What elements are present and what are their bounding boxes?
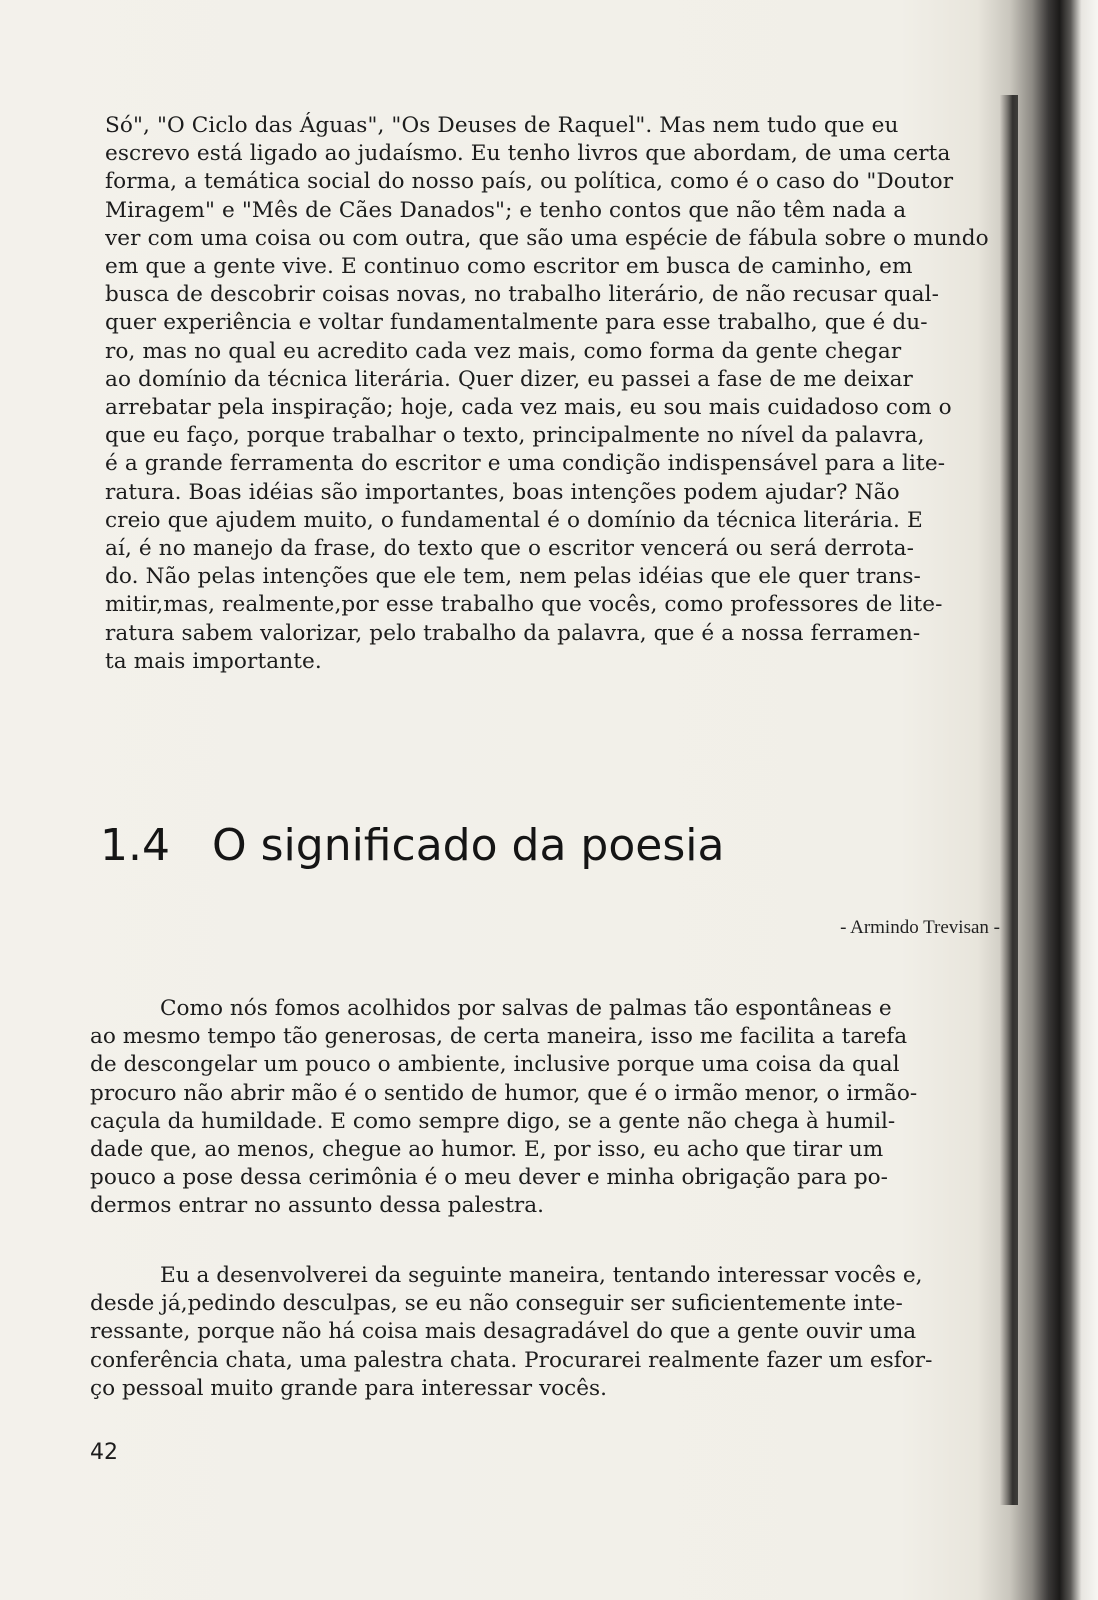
text-line: ao domínio da técnica literária. Quer dizer, eu passei a fase de me deixar <box>105 366 913 392</box>
text-line: quer experiência e voltar fundamentalmente para esse trabalho, que é du- <box>105 310 928 336</box>
text-line: Só", "O Ciclo das Águas", "Os Deuses de Raquel". Mas nem tudo que eu <box>105 113 899 138</box>
text-line: desde já,pedindo desculpas, se eu não conseguir ser suficientemente inte- <box>90 1291 903 1317</box>
text-line: do. Não pelas intenções que ele tem, nem pelas idéias que ele quer trans- <box>105 564 921 590</box>
text-line: que eu faço, porque trabalhar o texto, principalmente no nível da palavra, <box>105 423 925 449</box>
top-paragraph <box>105 112 1010 676</box>
section-number: 1.4 <box>100 820 170 871</box>
text-line: ratura sabem valorizar, pelo trabalho da palavra, que é a nossa ferramen- <box>105 620 921 646</box>
text-line: de descongelar um pouco o ambiente, inclusive porque uma coisa da qual <box>90 1052 900 1078</box>
paragraph-three <box>90 1262 1010 1403</box>
paragraph-two <box>90 995 1010 1221</box>
text-line: caçula da humildade. E como sempre digo, se a gente não chega à humil- <box>90 1108 896 1134</box>
text-line: ao mesmo tempo tão generosas, de certa maneira, isso me facilita a tarefa <box>90 1024 908 1050</box>
text-line: é a grande ferramenta do escritor e uma condição indispensável para a lite- <box>105 451 946 477</box>
text-line: mitir,mas, realmente,por esse trabalho que vocês, como professores de lite- <box>105 592 943 618</box>
text-line: ta mais importante. <box>105 648 322 674</box>
text-line: forma, a temática social do nosso país, ou política, como é o caso do "Doutor <box>105 169 954 195</box>
text-line: creio que ajudem muito, o fundamental é o domínio da técnica literária. E <box>105 507 923 533</box>
text-line: Eu a desenvolverei da seguinte maneira, tentando interessar vocês e, <box>160 1263 923 1288</box>
page-number: 42 <box>90 1440 118 1465</box>
section-author: - Armindo Trevisan - <box>840 917 1000 938</box>
text-line: escrevo está ligado ao judaísmo. Eu tenho livros que abordam, de uma certa <box>105 141 951 167</box>
section-title: O significado da poesia <box>212 820 725 871</box>
text-line: dade que, ao menos, chegue ao humor. E, por isso, eu acho que tirar um <box>90 1137 884 1163</box>
text-line: aí, é no manejo da frase, do texto que o escritor vencerá ou será derrota- <box>105 536 915 562</box>
text-line: ratura. Boas idéias são importantes, boas intenções podem ajudar? Não <box>105 479 900 505</box>
text-line: ço pessoal muito grande para interessar vocês. <box>90 1375 607 1401</box>
text-line: ressante, porque não há coisa mais desagradável do que a gente ouvir uma <box>90 1319 917 1345</box>
text-line: Miragem" e "Mês de Cães Danados"; e tenho contos que não têm nada a <box>105 197 907 223</box>
text-line: dermos entrar no assunto dessa palestra. <box>90 1193 544 1219</box>
text-line: Como nós fomos acolhidos por salvas de palmas tão espontâneas e <box>160 996 892 1021</box>
text-line: pouco a pose dessa cerimônia é o meu dever e minha obrigação para po- <box>90 1165 888 1191</box>
text-line: em que a gente vive. E continuo como escritor em busca de caminho, em <box>105 254 913 280</box>
text-line: procuro não abrir mão é o sentido de humor, que é o irmão menor, o irmão- <box>90 1080 918 1106</box>
text-line: ver com uma coisa ou com outra, que são uma espécie de fábula sobre o mundo <box>105 225 989 251</box>
text-line: busca de descobrir coisas novas, no trabalho literário, de não recusar qual- <box>105 282 940 308</box>
text-line: conferência chata, uma palestra chata. Procurarei realmente fazer um esfor- <box>90 1347 933 1373</box>
text-line: ro, mas no qual eu acredito cada vez mais, como forma da gente chegar <box>105 338 902 364</box>
text-line: arrebatar pela inspiração; hoje, cada vez mais, eu sou mais cuidadoso com o <box>105 395 952 421</box>
section-heading <box>100 820 1000 871</box>
